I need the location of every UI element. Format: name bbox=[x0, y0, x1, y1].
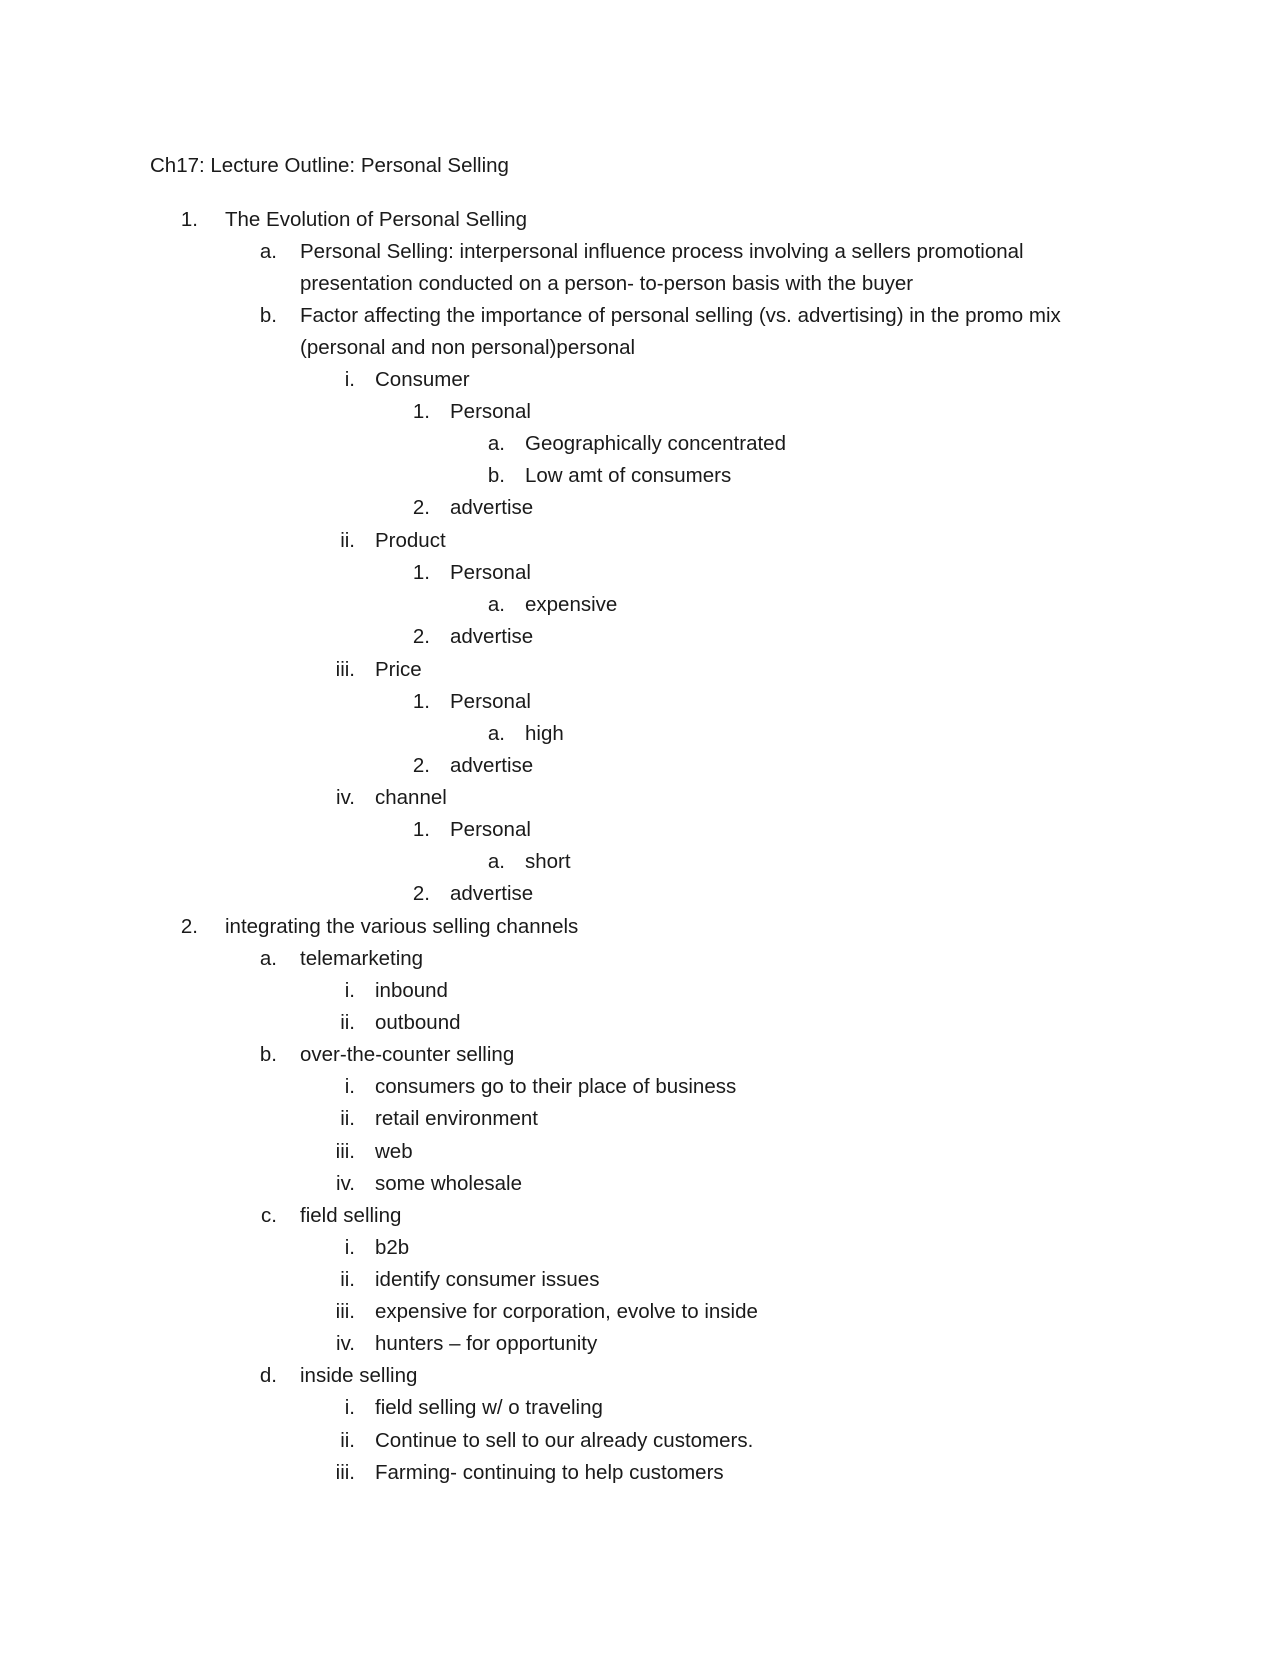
outline-marker: i. bbox=[344, 1075, 355, 1098]
outline-text: Personal bbox=[450, 561, 531, 584]
outline-text: identify consumer issues bbox=[375, 1268, 600, 1291]
outline-item bbox=[0, 656, 1280, 688]
outline-text: The Evolution of Personal Selling bbox=[225, 208, 527, 231]
outline-item bbox=[0, 1298, 1280, 1330]
outline-item bbox=[0, 1073, 1280, 1105]
outline-marker: 1. bbox=[412, 818, 430, 841]
outline-text: advertise bbox=[450, 882, 534, 905]
outline-text: Farming- continuing to help customers bbox=[375, 1461, 724, 1484]
outline-text: outbound bbox=[375, 1011, 461, 1034]
outline-text: Continue to sell to our already customers. bbox=[375, 1429, 754, 1452]
outline-text: hunters – for opportunity bbox=[375, 1332, 598, 1355]
outline-text: high bbox=[525, 722, 564, 745]
outline-text: b2b bbox=[375, 1236, 410, 1259]
outline-text: Personal bbox=[450, 400, 531, 423]
outline-marker: 2. bbox=[412, 754, 430, 777]
outline-item bbox=[0, 430, 1280, 462]
outline-marker: 2. bbox=[180, 915, 198, 938]
outline-marker: iii. bbox=[335, 1300, 355, 1323]
outline-marker: i. bbox=[344, 1396, 355, 1419]
outline-marker: i. bbox=[344, 1236, 355, 1259]
outline-item bbox=[0, 880, 1280, 912]
outline-marker: 2. bbox=[412, 882, 430, 905]
outline-item bbox=[0, 494, 1280, 526]
outline-text: Low amt of consumers bbox=[525, 464, 732, 487]
outline-item bbox=[0, 1330, 1280, 1362]
outline-text: Price bbox=[375, 658, 422, 681]
outline-marker: a. bbox=[487, 850, 505, 873]
outline-marker: ii. bbox=[340, 1011, 355, 1034]
outline-marker: a. bbox=[259, 240, 277, 263]
outline-text: Personal Selling: interpersonal influence process involving a sellers promotional presentation conducted on a person- to-person basis with the buyer bbox=[300, 240, 1024, 295]
outline-text: Factor affecting the importance of personal selling (vs. advertising) in the promo mix (personal and non personal)personal bbox=[300, 304, 1061, 359]
outline-text: advertise bbox=[450, 496, 534, 519]
outline-text: expensive bbox=[525, 593, 618, 616]
outline-text: Geographically concentrated bbox=[525, 432, 786, 455]
outline-item bbox=[0, 913, 1280, 945]
outline-item bbox=[0, 366, 1280, 398]
outline-marker: iv. bbox=[336, 1172, 355, 1195]
outline-text: integrating the various selling channels bbox=[225, 915, 579, 938]
outline-item bbox=[0, 238, 1280, 295]
outline-marker: iii. bbox=[335, 658, 355, 681]
outline-item bbox=[0, 398, 1280, 430]
outline-item bbox=[0, 623, 1280, 655]
outline-marker: a. bbox=[487, 432, 505, 455]
outline-item bbox=[0, 206, 1280, 238]
outline-item bbox=[0, 1041, 1280, 1073]
outline-item bbox=[0, 816, 1280, 848]
outline-marker: ii. bbox=[340, 1268, 355, 1291]
outline-text: telemarketing bbox=[300, 947, 424, 970]
outline-text: field selling bbox=[300, 1204, 402, 1227]
outline-marker: 1. bbox=[180, 208, 198, 231]
outline-item bbox=[0, 848, 1280, 880]
outline-marker: 1. bbox=[412, 690, 430, 713]
outline-text: web bbox=[375, 1140, 413, 1163]
outline-marker: b. bbox=[487, 464, 505, 487]
outline-item bbox=[0, 1394, 1280, 1426]
page-title: Ch17: Lecture Outline: Personal Selling bbox=[150, 154, 509, 177]
outline-item bbox=[0, 527, 1280, 559]
outline-item bbox=[0, 1362, 1280, 1394]
outline-marker: a. bbox=[487, 593, 505, 616]
outline-item bbox=[0, 1202, 1280, 1234]
outline-item bbox=[0, 784, 1280, 816]
outline-item bbox=[0, 688, 1280, 720]
outline-marker: d. bbox=[259, 1364, 277, 1387]
outline-item bbox=[0, 1266, 1280, 1298]
outline-item bbox=[0, 1138, 1280, 1170]
outline-item bbox=[0, 1234, 1280, 1266]
outline-text: retail environment bbox=[375, 1107, 538, 1130]
outline-marker: 2. bbox=[412, 625, 430, 648]
outline-text: advertise bbox=[450, 625, 534, 648]
outline-text: some wholesale bbox=[375, 1172, 522, 1195]
outline-item bbox=[0, 302, 1280, 359]
outline-item bbox=[0, 591, 1280, 623]
outline-marker: iii. bbox=[335, 1461, 355, 1484]
outline-text: Consumer bbox=[375, 368, 470, 391]
outline-marker: c. bbox=[261, 1204, 277, 1227]
outline-marker: 2. bbox=[412, 496, 430, 519]
outline-text: Product bbox=[375, 529, 446, 552]
outline-item bbox=[0, 1105, 1280, 1137]
outline-marker: b. bbox=[259, 1043, 277, 1066]
outline-item bbox=[0, 945, 1280, 977]
outline-marker: ii. bbox=[340, 1429, 355, 1452]
outline-text: short bbox=[525, 850, 571, 873]
outline-marker: ii. bbox=[340, 1107, 355, 1130]
outline-item bbox=[0, 720, 1280, 752]
outline-text: expensive for corporation, evolve to inside bbox=[375, 1300, 758, 1323]
outline-marker: 1. bbox=[412, 400, 430, 423]
outline-text: over-the-counter selling bbox=[300, 1043, 515, 1066]
outline-item bbox=[0, 1170, 1280, 1202]
outline-text: Personal bbox=[450, 818, 531, 841]
outline-marker: iv. bbox=[336, 786, 355, 809]
outline-marker: i. bbox=[344, 368, 355, 391]
outline-marker: a. bbox=[259, 947, 277, 970]
outline-text: field selling w/ o traveling bbox=[375, 1396, 603, 1419]
outline-text: consumers go to their place of business bbox=[375, 1075, 737, 1098]
outline-text: inbound bbox=[375, 979, 448, 1002]
outline-marker: i. bbox=[344, 979, 355, 1002]
outline-item bbox=[0, 977, 1280, 1009]
outline-item bbox=[0, 1459, 1280, 1491]
outline-item bbox=[0, 559, 1280, 591]
outline-marker: b. bbox=[259, 304, 277, 327]
outline-marker: iii. bbox=[335, 1140, 355, 1163]
outline-item bbox=[0, 752, 1280, 784]
outline-marker: a. bbox=[487, 722, 505, 745]
outline-item bbox=[0, 1009, 1280, 1041]
outline-text: channel bbox=[375, 786, 447, 809]
outline-text: inside selling bbox=[300, 1364, 418, 1387]
outline-item bbox=[0, 1427, 1280, 1459]
outline-text: advertise bbox=[450, 754, 534, 777]
outline-item bbox=[0, 462, 1280, 494]
outline-text: Personal bbox=[450, 690, 531, 713]
outline-marker: iv. bbox=[336, 1332, 355, 1355]
outline-marker: 1. bbox=[412, 561, 430, 584]
outline-marker: ii. bbox=[340, 529, 355, 552]
